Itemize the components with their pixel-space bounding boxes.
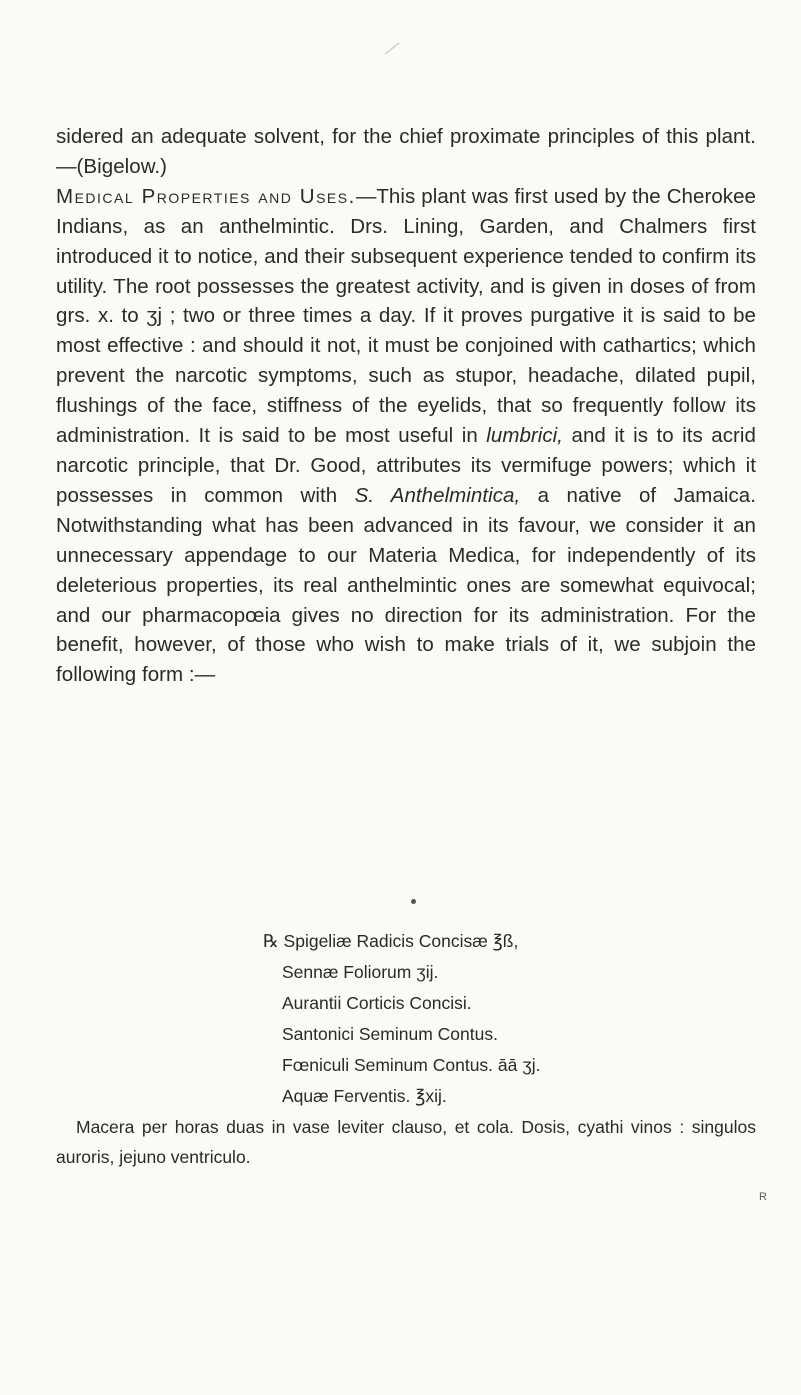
recipe-line: Fœniculi Seminum Contus. āā ʒj. <box>282 1055 541 1075</box>
recipe-line: Aquæ Ferventis. ℥xij. <box>282 1086 447 1106</box>
recipe-line: Santonici Seminum Contus. <box>282 1024 498 1044</box>
recipe-line: ℞ Spigeliæ Radicis Concisæ ℥ß, <box>263 931 519 951</box>
italic-term-species: S. Anthelmintica, <box>354 483 521 507</box>
paragraph-continuation: sidered an adequate solvent, for the chief proximate principles of this plant.—(Bigelow.) <box>56 125 756 178</box>
body-text <box>56 122 756 690</box>
section-heading: Medical Properties and Uses. <box>56 184 356 208</box>
pencil-mark <box>385 43 400 55</box>
paragraph-text-b: and it is to its acrid narcotic principle, that Dr. Good, attributes its vermifuge powers; which it possesses in common with <box>56 424 756 507</box>
ink-dot <box>411 899 416 904</box>
recipe-block <box>56 926 756 1172</box>
recipe-line: Aurantii Corticis Concisi. <box>282 993 472 1013</box>
recipe-line: Sennæ Foliorum ʒij. <box>282 962 439 982</box>
recipe-direction: Macera per horas duas in vase leviter clauso, et cola. Dosis, cyathi vinos : singulos auroris, jejuno ventriculo. <box>56 1117 756 1167</box>
paragraph-text-a: —This plant was first used by the Cherokee Indians, as an anthelmintic. Drs. Lining, Garden, and Chalmers first introduced it to notice, and their subsequent experience tended to confirm its utility. The root possesses the greatest activity, and is given in doses of from grs. x. to ʒj ; two or three times a day. If it proves purgative it is said to be most effective : and should it not, it must be conjoined with cathartics; which prevent the narcotic symptoms, such as stupor, headache, dilated pupil, flushings of the face, stiffness of the eyelids, that so frequently follow its administration. It is said to be most useful in <box>56 184 756 448</box>
signature-mark: R <box>759 1191 767 1203</box>
italic-term-lumbrici: lumbrici, <box>486 424 564 448</box>
paragraph-text-c: a native of Jamaica. Notwithstanding what has been advanced in its favour, we consider it an unnecessary appendage to our Materia Medica, for independently of its deleterious properties, its real anthelmintic ones are somewhat equivocal; and our pharmacopœia gives no direction for its administration. For the benefit, however, of those who wish to make trials of it, we subjoin the following form :— <box>56 483 756 687</box>
paragraph-medical-properties <box>56 182 756 690</box>
